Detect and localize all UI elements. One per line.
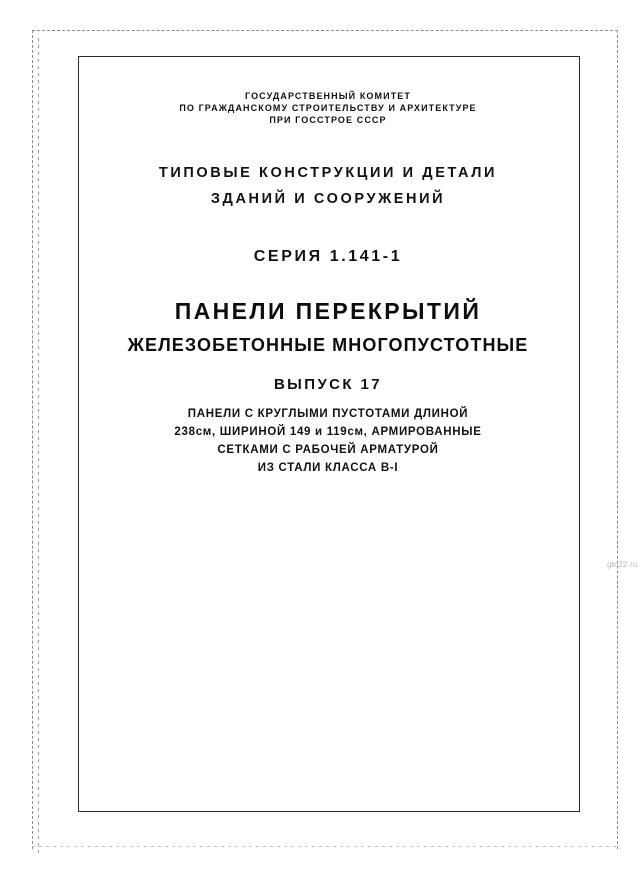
description-line-2: 238см, ШИРИНОЙ 149 и 119см, АРМИРОВАННЫЕ	[174, 426, 482, 438]
page-subtitle: ЖЕЛЕЗОБЕТОННЫЕ МНОГОПУСТОТНЫЕ	[127, 335, 529, 355]
title-page-content	[78, 56, 578, 477]
series-heading	[78, 160, 578, 212]
issue-description	[78, 405, 578, 477]
committee-line-2: ПО ГРАЖДАНСКОМУ СТРОИТЕЛЬСТВУ И АРХИТЕКТУРЕ	[179, 103, 477, 113]
series-number: СЕРИЯ 1.141-1	[253, 248, 403, 265]
description-line-4: ИЗ СТАЛИ КЛАССА В-I	[257, 462, 399, 474]
description-line-3: СЕТКАМИ С РАБОЧЕЙ АРМАТУРОЙ	[217, 444, 439, 456]
description-line-1: ПАНЕЛИ С КРУГЛЫМИ ПУСТОТАМИ ДЛИНОЙ	[187, 408, 469, 420]
watermark-text: gbi22.ru	[607, 560, 638, 569]
series-heading-line-2: ЗДАНИЙ И СООРУЖЕНИЙ	[210, 191, 446, 207]
issuing-committee	[78, 90, 578, 126]
committee-line-1: ГОСУДАРСТВЕННЫЙ КОМИТЕТ	[244, 91, 411, 101]
page-title: ПАНЕЛИ ПЕРЕКРЫТИЙ	[174, 298, 482, 324]
scan-border-secondary	[38, 38, 39, 856]
scan-border-bottom	[32, 846, 616, 847]
series-heading-line-1: ТИПОВЫЕ КОНСТРУКЦИИ И ДЕТАЛИ	[158, 165, 498, 181]
issue-number: ВЫПУСК 17	[273, 376, 383, 393]
committee-line-3: ПРИ ГОССТРОЕ СССР	[269, 115, 387, 125]
